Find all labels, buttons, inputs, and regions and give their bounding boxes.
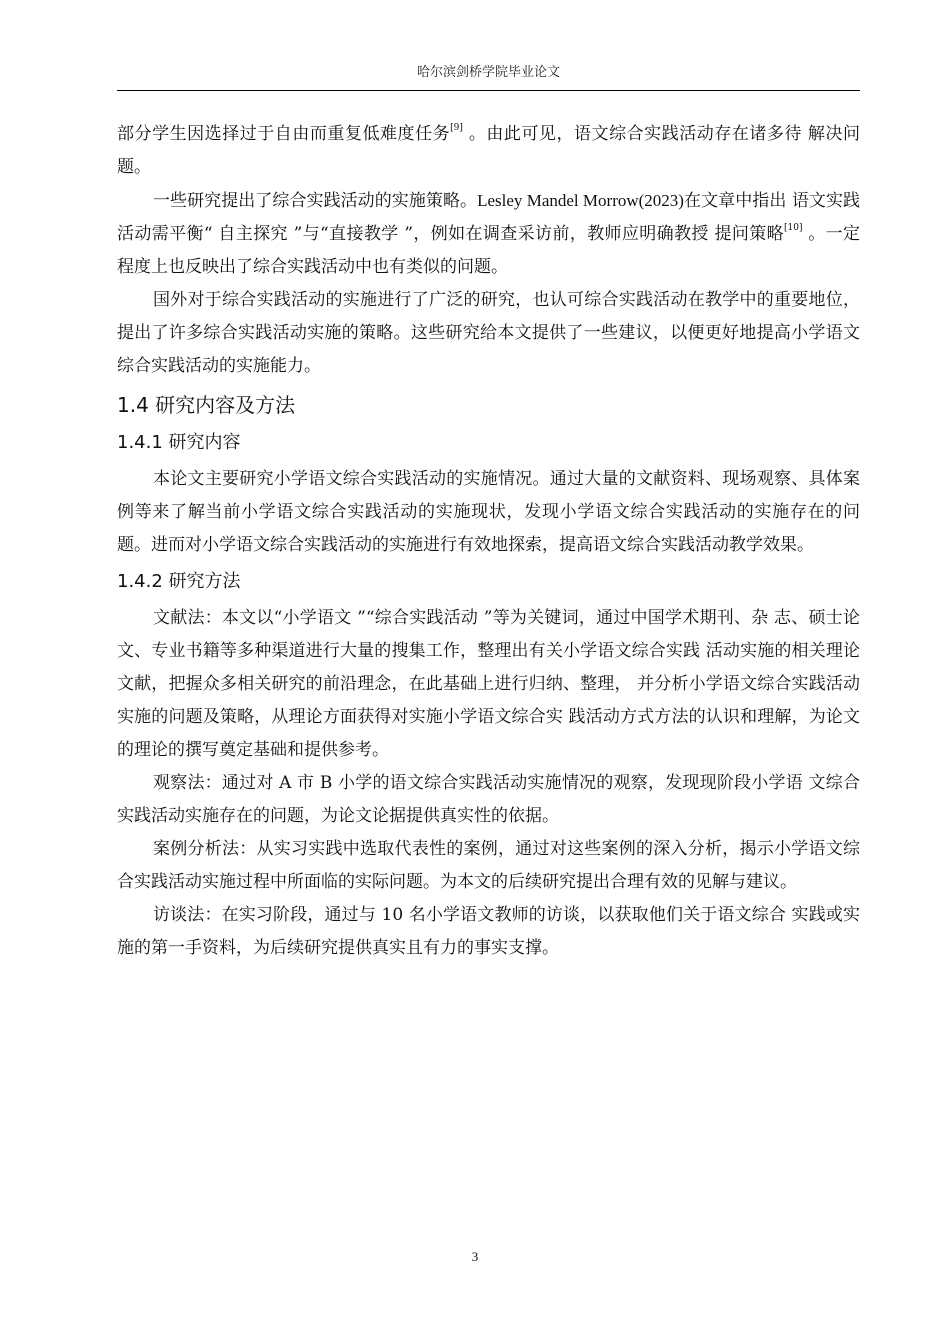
paragraph-literature-method: 文献法：本文以“小学语文 ”“综合实践活动 ”等为关键词，通过中国学术期刊、杂 志、硕士论文、专业书籍等多种渠道进行大量的搜集工作，整理出有关小学语文综合实践 活动实施的相关理论文献，把握众多相关研究的前沿理念，在此基础上进行归纳、整理， 并分析小学语文综合实践活动实施的问题及策略，从理论方面获得对实施小学语文综合实 践活动方式方法的认识和理解，为论文的理论的撰写奠定基础和提供参考。: [117, 608, 860, 760]
paragraph-2-text-c: 。一定程度上也反映出了综合实践活动中也有类似的问题。: [117, 224, 860, 277]
subsection-heading-1-4-2: 1.4.2 研究方法: [117, 571, 241, 592]
paragraph-1-text-b: 。由此可见，语文综合实践活动存在诸多待 解决问题。: [117, 124, 861, 177]
header-title: 哈尔滨剑桥学院毕业论文: [416, 65, 560, 80]
subsection-heading-1-4-1: 1.4.1 研究内容: [117, 432, 241, 453]
paragraph-observation-method: 观察法：通过对 A 市 B 小学的语文综合实践活动实施情况的观察，发现现阶段小学语 文综合实践活动实施存在的问题，为论文论据提供真实性的依据。: [117, 773, 860, 826]
paragraph-1: [117, 118, 860, 184]
paragraph-interview-method: 访谈法：在实习阶段，通过与 10 名小学语文教师的访谈，以获取他们关于语文综合 实践或实施的第一手资料，为后续研究提供真实且有力的事实支撑。: [117, 905, 860, 958]
paragraph-2-text-b: 在文章中指出 语文实践活动需平衡“ 自主探究 ”与“直接教学 ”，例如在调查采访前，教师应明确教授 提问策略: [117, 191, 861, 244]
paragraph-2-author: Lesley Mandel Morrow(2023): [477, 191, 684, 210]
paragraph-2-text-a: 一些研究提出了综合实践活动的实施策略。: [153, 191, 478, 211]
section-heading-1-4: 1.4 研究内容及方法: [117, 393, 296, 417]
paragraph-4: 本论文主要研究小学语文综合实践活动的实施情况。通过大量的文献资料、现场观察、具体案例等来了解当前小学语文综合实践活动的实施现状，发现小学语文综合实践活动的实施存在的问题。进而对小学语文综合实践活动的实施进行有效地探索，提高语文综合实践活动教学效果。: [117, 469, 860, 555]
paragraph-3: 国外对于综合实践活动的实施进行了广泛的研究，也认可综合实践活动在教学中的重要地位，提出了许多综合实践活动实施的策略。这些研究给本文提供了一些建议，以便更好地提高小学语文综合实践活动的实施能力。: [117, 290, 860, 376]
paragraph-case-method: 案例分析法：从实习实践中选取代表性的案例，通过对这些案例的深入分析，揭示小学语文综合实践活动实施过程中所面临的实际问题。为本文的后续研究提出合理有效的见解与建议。: [117, 839, 860, 892]
page-header: [117, 64, 860, 91]
citation-9: [9]: [450, 123, 463, 133]
citation-10: [10]: [783, 223, 803, 233]
paragraph-2: [117, 184, 860, 284]
page-body: [117, 118, 860, 965]
paragraph-1-text-a: 部分学生因选择过于自由而重复低难度任务: [117, 124, 451, 144]
page-number: 3: [471, 1249, 479, 1264]
